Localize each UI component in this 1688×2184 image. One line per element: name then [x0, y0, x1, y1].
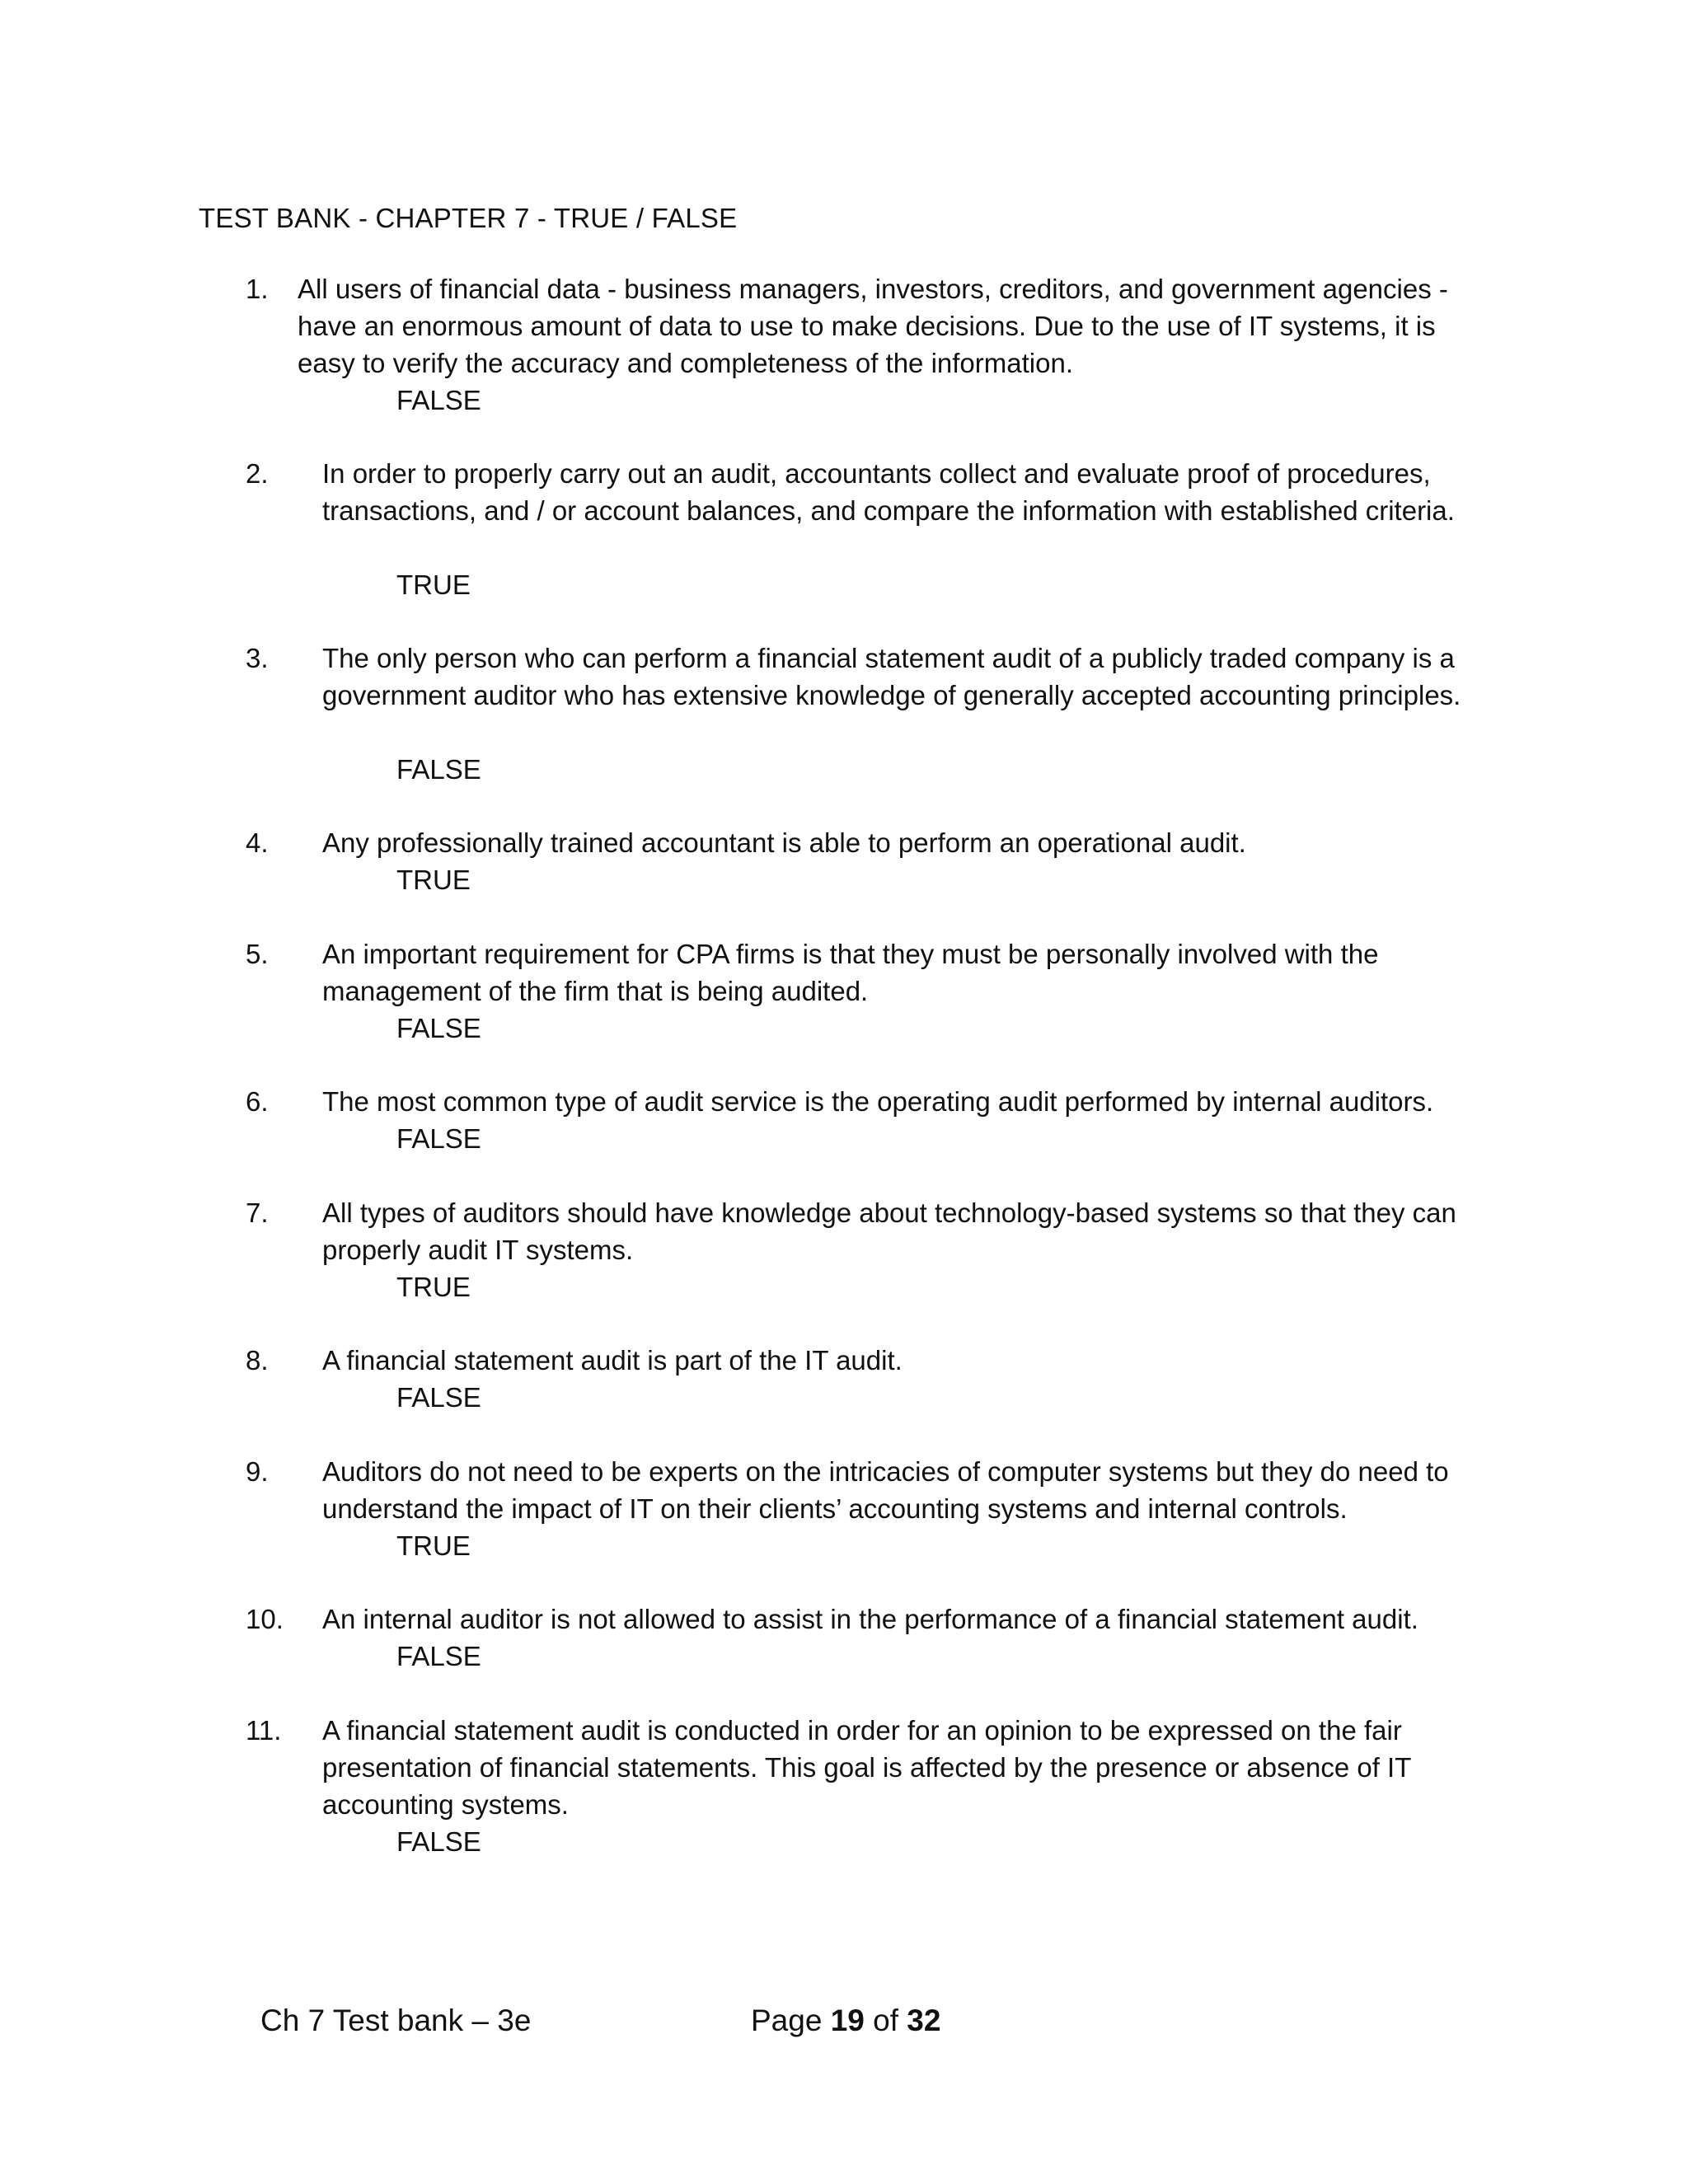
question-text: A financial statement audit is conducted in order for an opinion to be expressed on the fair presentation of financial statements. This goal is affected by the presence or absence of IT accounting systems. — [322, 1715, 1411, 1820]
question-answer: FALSE — [396, 385, 481, 415]
document-title: TEST BANK - CHAPTER 7 - TRUE / FALSE — [199, 203, 738, 233]
question-number: 5. — [246, 939, 269, 969]
question-answer: FALSE — [396, 1123, 481, 1154]
question-number: 11. — [246, 1715, 282, 1746]
question-number: 2. — [246, 458, 269, 489]
question-text: A financial statement audit is part of the IT audit. — [322, 1345, 903, 1376]
question-text: All types of auditors should have knowledge about technology-based systems so that they can properly audit IT systems. — [322, 1197, 1456, 1265]
question-number: 1. — [246, 274, 269, 304]
question-number: 3. — [246, 643, 269, 673]
question-text: Auditors do not need to be experts on the intricacies of computer systems but they do need to understand the impact of IT on their clients’ accounting systems and internal controls. — [322, 1456, 1449, 1524]
question-number: 7. — [246, 1197, 269, 1228]
footer-document-name: Ch 7 Test bank – 3e — [260, 2004, 532, 2037]
question-number: 4. — [246, 827, 269, 858]
question-answer: FALSE — [396, 1826, 481, 1857]
question-number: 6. — [246, 1086, 269, 1117]
question-answer: FALSE — [396, 1641, 481, 1671]
question-text: All users of financial data - business managers, investors, creditors, and government agencies - have an enormous amount of data to use to make decisions. Due to the use of IT systems, it is easy to verify the accuracy and completeness of the information. — [298, 274, 1448, 378]
footer-page-total: 32 — [907, 2004, 941, 2037]
question-answer: TRUE — [396, 1530, 471, 1561]
question-text: An internal auditor is not allowed to assist in the performance of a financial statement audit. — [322, 1604, 1418, 1634]
question-answer: TRUE — [396, 569, 471, 600]
footer-page-current: 19 — [830, 2004, 865, 2037]
question-answer: FALSE — [396, 1013, 481, 1043]
question-text: An important requirement for CPA firms is that they must be personally involved with the management of the firm that is being audited. — [322, 939, 1379, 1006]
question-text: In order to properly carry out an audit, accountants collect and evaluate proof of procedures, transactions, and / or account balances, and compare the information with established criteria. — [322, 458, 1455, 526]
question-number: 10. — [246, 1604, 284, 1634]
question-answer: FALSE — [396, 754, 481, 785]
question-text: The only person who can perform a financial statement audit of a publicly traded company is a government auditor who has extensive knowledge of generally accepted accounting principles. — [322, 643, 1461, 710]
question-answer: TRUE — [396, 865, 471, 895]
question-answer: TRUE — [396, 1272, 471, 1302]
footer-page-of: of — [873, 2004, 898, 2037]
question-number: 9. — [246, 1456, 269, 1487]
question-number: 8. — [246, 1345, 269, 1376]
question-text: Any professionally trained accountant is able to perform an operational audit. — [322, 827, 1246, 858]
question-answer: FALSE — [396, 1382, 481, 1413]
footer-page-label: Page — [751, 2004, 823, 2037]
footer-page-number — [751, 2001, 940, 2041]
question-text: The most common type of audit service is the operating audit performed by internal auditors. — [322, 1086, 1434, 1117]
